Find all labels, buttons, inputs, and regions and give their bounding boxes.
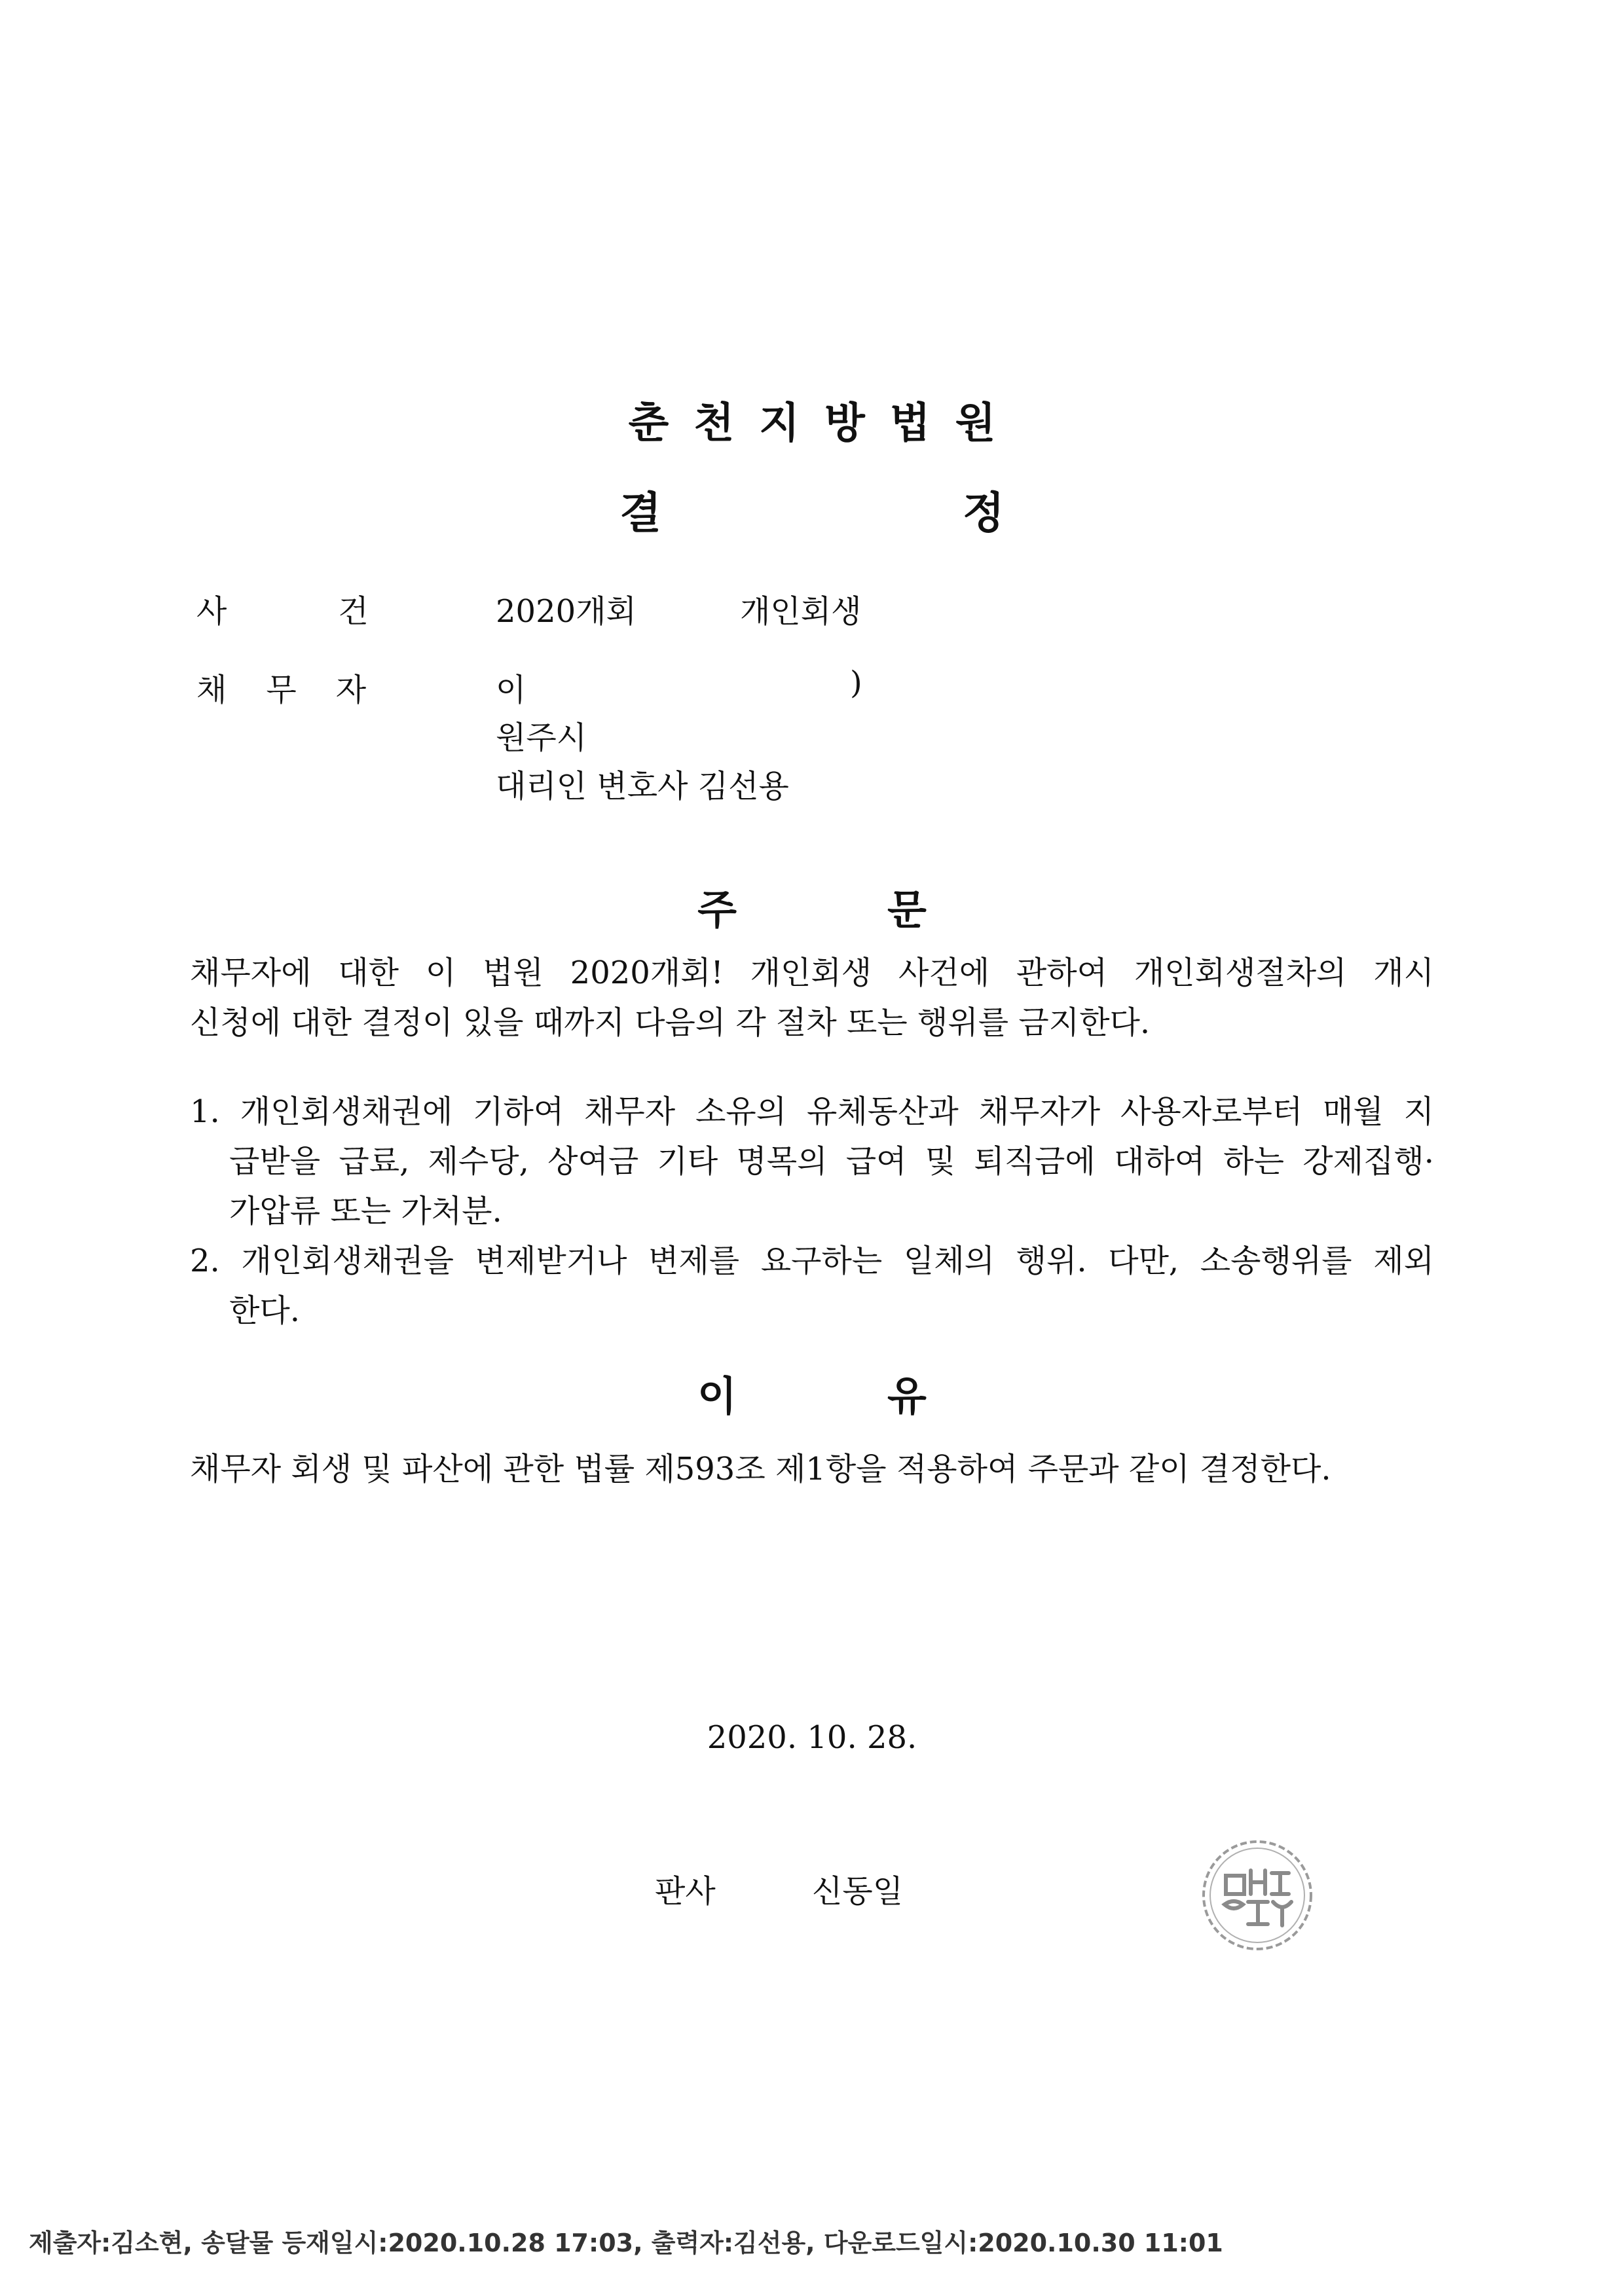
case-number: 2020개회 bbox=[496, 593, 637, 630]
case-type: 개인회생 bbox=[740, 593, 862, 630]
order-heading-right: 문 bbox=[887, 886, 927, 934]
judge-seal-icon bbox=[1198, 1836, 1316, 1954]
judge-name: 신동일 bbox=[812, 1873, 904, 1910]
reason-heading bbox=[0, 1364, 1624, 1422]
document-type bbox=[0, 478, 1624, 540]
debtor-address: 원주시 bbox=[496, 720, 587, 756]
order-intro bbox=[190, 948, 1434, 1048]
order-heading-left: 주 bbox=[697, 886, 737, 934]
order-intro-line-1: 채무자에 대한 이 법원 2020개회! 개인회생 사건에 관하여 개인회생절차의 개시 bbox=[190, 955, 1434, 991]
order-item-1-line-3: 가압류 또는 가처분. bbox=[229, 1193, 502, 1230]
order-intro-line-2: 신청에 대한 결정이 있을 때까지 다음의 각 절차 또는 행위를 금지한다. bbox=[190, 1004, 1151, 1041]
case-label-first: 사 bbox=[196, 593, 227, 630]
order-items bbox=[190, 1087, 1434, 1336]
order-item-1-line-2: 급받을 급료, 제수당, 상여금 기타 명목의 급여 및 퇴직금에 대하여 하는 강제집행· bbox=[229, 1143, 1434, 1180]
order-item-2-line-1: 2. 개인회생채권을 변제받거나 변제를 요구하는 일체의 행위. 다만, 소송행위를 제외 bbox=[190, 1243, 1434, 1279]
order-heading bbox=[0, 877, 1624, 936]
reason-heading-left: 이 bbox=[697, 1372, 737, 1420]
decision-date: 2020. 10. 28. bbox=[707, 1719, 917, 1756]
court-name: 춘천지방법원 bbox=[628, 399, 1021, 448]
debtor-label bbox=[196, 665, 366, 710]
debtor-name: 이 bbox=[496, 672, 526, 708]
order-item-2-line-2: 한다. bbox=[229, 1292, 300, 1329]
reason-heading-right: 유 bbox=[887, 1372, 927, 1420]
debtor-agent: 대리인 변호사 김선용 bbox=[496, 768, 789, 805]
case-label-second: 건 bbox=[338, 593, 369, 630]
judge-title: 판사 bbox=[655, 1873, 716, 1910]
debtor-label-3: 자 bbox=[335, 672, 367, 708]
doc-type-left: 결 bbox=[619, 488, 661, 538]
doc-type-right: 정 bbox=[963, 488, 1005, 538]
footer-stamp: 제출자:김소현, 송달물 등재일시:2020.10.28 17:03, 출력자:김선용, 다운로드일시:2020.10.30 11:01 bbox=[29, 2229, 1223, 2257]
reason-text: 채무자 회생 및 파산에 관한 법률 제593조 제1항을 적용하여 주문과 같이 결정한다. bbox=[190, 1451, 1331, 1487]
order-item-1-line-1: 1. 개인회생채권에 기하여 채무자 소유의 유체동산과 채무자가 사용자로부터 매월 지 bbox=[190, 1093, 1434, 1130]
case-label bbox=[196, 586, 369, 631]
debtor-paren: ) bbox=[850, 665, 862, 701]
debtor-label-1: 채 bbox=[196, 672, 227, 708]
debtor-label-2: 무 bbox=[266, 672, 297, 708]
